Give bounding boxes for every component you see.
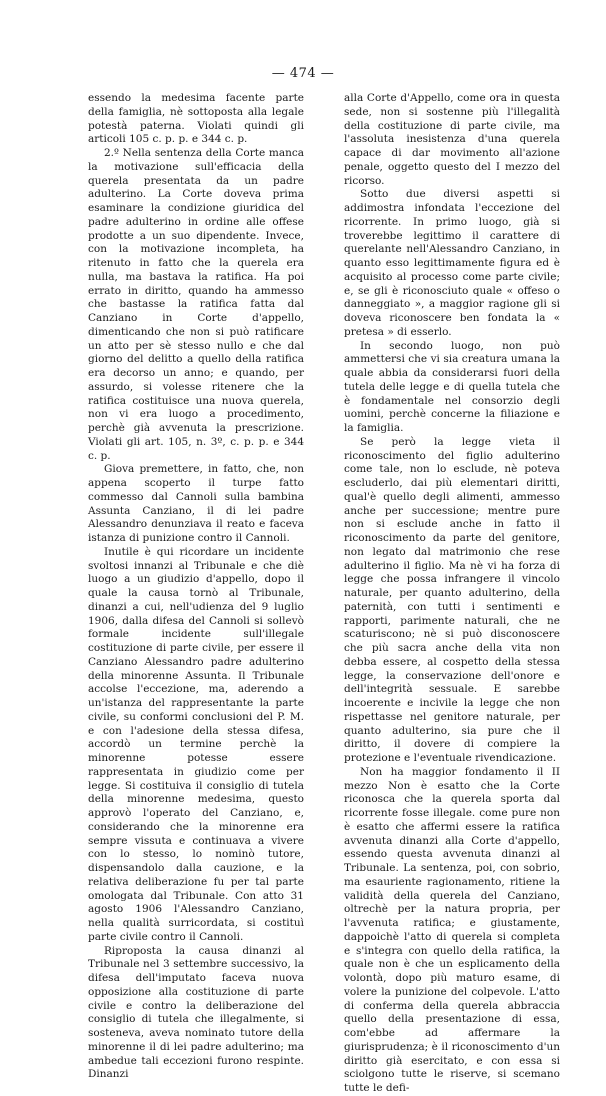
paragraph: Se però la legge vieta il riconoscimento del figlio adulterino come tale, non lo esclude, nè poteva escluderlo, dai più elementari diritti, qual'è quello degli alimenti, ammesso anche per successione; mentre pure non si esclude anche in fatto il riconoscimento da parte del genitore, non legato dal matrimonio che rese adulterino il figlio. Ma nè vi ha forza di legge che possa infrangere il vincolo naturale, per quanto adulterino, della paternità, con tutti i sentimenti e rapporti, parimente naturali, che ne scaturiscono; nè si può disconoscere che più sacra anche della vita non debba essere, al cospetto della stessa legge, la conservazione dell'onore e dell'integrità sessuale. E sarebbe incoerente e incivile la legge che non rispettasse nel genitore naturale, per quanto adulterino, sia pure che il diritto, il dovere di compiere la protezione e l'eventuale rivendicazione. [344,435,560,764]
page-number: — 474 — [271,66,335,81]
paragraph: alla Corte d'Appello, come ora in questa sede, non si sostenne più l'illegalità della costituzione di parte civile, ma l'assoluta inesistenza d'una querela capace di dar movimento all'azione penale, oggetto questo del I mezzo del ricorso. [344,92,560,187]
paragraph: essendo la medesima facente parte della famiglia, nè sottoposta alla legale potestà paterna. Violati quindi gli articoli 105 c. p. p. e 344 c. p. [88,92,304,146]
right-text-column [344,92,560,1096]
paragraph: 2.º Nella sentenza della Corte manca la motivazione sull'efficacia della querela presentata da un padre adulterino. La Corte doveva prima esaminare la condizione giuridica del padre adulterino in ordine alle offese prodotte a un suo dipendente. Invece, con la motivazione incompleta, ha ritenuto in fatto che la querela era nulla, ma bastava la ratifica. Ha poi errato in diritto, quando ha ammesso che bastasse la ratifica fatta dal Canziano in Corte d'appello, dimenticando che non si può ratificare un atto per sè stesso nullo e che dal giorno del delitto a quello della ratifica era decorso un anno; e quando, per assurdo, si volesse ritenere che la ratifica costituisce una nuova querela, non vi era luogo a procedimento, perchè già avvenuta la prescrizione. Violati gli art. 105, n. 3º, c. p. p. e 344 c. p. [88,147,304,462]
left-text-column [88,92,304,1082]
paragraph: Sotto due diversi aspetti si addimostra infondata l'eccezione del ricorrente. In primo luogo, già si troverebbe legittimo il carattere di querelante nell'Alessandro Canziano, in quanto esso legittimamente figura ed è acquisito al processo come parte civile; e, se gli è riconosciuto quale « offeso o danneggiato », a maggior ragione gli si doveva riconoscere ben fondata la « pretesa » di esserlo. [344,188,560,338]
paragraph: Inutile è qui ricordare un incidente svoltosi innanzi al Tribunale e che diè luogo a un giudizio d'appello, dopo il quale la causa tornò al Tribunale, dinanzi a cui, nell'udienza del 9 luglio 1906, dalla difesa del Cannoli si sollevò formale incidente sull'illegale costituzione di parte civile, per essere il Canziano Alessandro padre adulterino della minorenne Assunta. Il Tribunale accolse l'eccezione, ma, aderendo a un'istanza del rappresentante la parte civile, su conformi conclusioni del P. M. e con l'adesione della stessa difesa, accordò un termine perchè la minorenne potesse essere rappresentata in giudizio come per legge. Si costituiva il consiglio di tutela della minorenne medesima, questo approvò l'operato del Canziano, e, considerando che la minorenne era sempre vissuta e continuava a vivere con lo stesso, lo nominò tutore, dispensandolo dalla cauzione, e la relativa deliberazione fu per tal parte omologata dal Tribunale. Con atto 31 agosto 1906 l'Alessandro Canziano, nella qualità surricordata, si costituì parte civile contro il Cannoli. [88,545,304,943]
paragraph: Non ha maggior fondamento il II mezzo Non è esatto che la Corte riconosca che la querela sporta dal ricorrente fosse illegale. come pure non è esatto che affermi essere la ratifica avvenuta dinanzi alla Corte d'appello, essendo questa avvenuta dinanzi al Tribunale. La sentenza, poi, con sobrio, ma esauriente ragionamento, ritiene la validità della querela del Canziano, oltrechè per la natura propria, per l'avvenuta ratifica; e giustamente, dappoichè l'atto di querela si completa e s'integra con quello della ratifica, la quale non è che un esplicamento della volontà, dopo più maturo esame, di volere la punizione del colpevole. L'atto di conferma della querela abbraccia quello della presentazione di essa, com'ebbe ad affermare la giurisprudenza; è il riconoscimento d'un diritto già esercitato, e con essa si sciolgono tutte le riserve, si scemano tutte le defi- [344,765,560,1094]
paragraph: Giova premettere, in fatto, che, non appena scoperto il turpe fatto commesso dal Cannoli sulla bambina Assunta Canziano, il di lei padre Alessandro denunziava il reato e faceva istanza di punizione contro il Cannoli. [88,463,304,544]
paragraph: Riproposta la causa dinanzi al Tribunale nel 3 settembre successivo, la difesa dell'imputato faceva nuova opposizione alla costituzione di parte civile e contro la deliberazione del consiglio di tutela che illegalmente, si sosteneva, aveva nominato tutore della minorenne il di lei padre adulterino; ma ambedue tali eccezioni furono respinte. Dinanzi [88,944,304,1081]
paragraph: In secondo luogo, non può ammettersi che vi sia creatura umana la quale abbia da considerarsi fuori della tutela delle legge e di quella tutela che è fondamentale nel consorzio degli uomini, perchè concerne la filiazione e la famiglia. [344,339,560,434]
